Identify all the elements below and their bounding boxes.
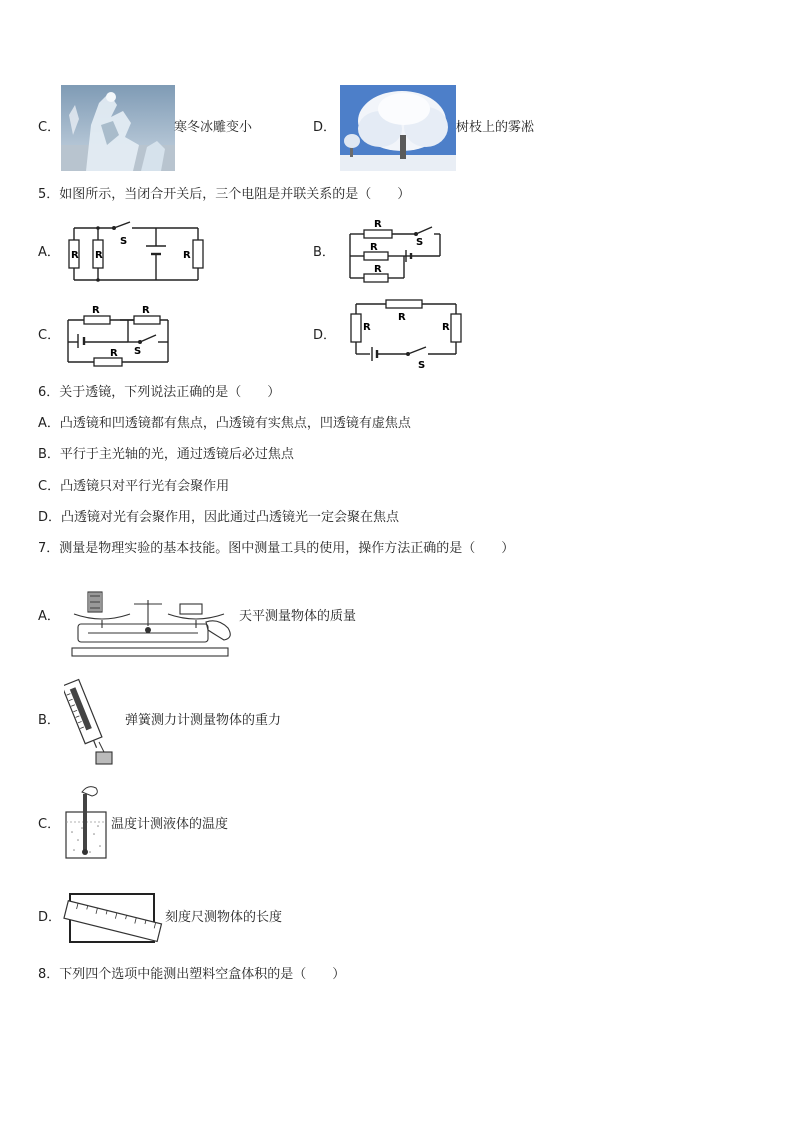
circuit-d-switch-label: S [418,360,426,370]
circuit-b-resistor-2: R [370,242,378,253]
q8-stem: 8．下列四个选项中能测出塑料空盒体积的是（ ） [38,967,346,982]
circuit-d-resistor-3: R [442,322,450,333]
circuit-a-resistor-1: R [71,250,79,261]
q7-option-c-text: 温度计测液体的温度 [111,817,229,832]
circuit-d-resistor-1: R [398,312,406,323]
balance-scale-illustration [68,578,234,660]
circuit-c-resistor-1: R [92,305,100,316]
q5-option-a-label: A． [38,245,60,260]
q7-option-c-label: C． [38,817,61,832]
q5-stem: 5．如图所示，当闭合开关后，三个电阻是并联关系的是（ ） [38,187,411,202]
q4-option-c-text: 寒冬冰雕变小 [174,120,253,135]
circuit-c-resistor-2: R [142,305,150,316]
circuit-c-resistor-3: R [110,348,118,359]
spring-scale-illustration [64,674,120,768]
circuit-b-resistor-3: R [374,264,382,275]
q7-option-b-label: B． [38,713,60,728]
circuit-a-resistor-2: R [95,250,103,261]
q7-option-b-text: 弹簧测力计测量物体的重力 [125,713,282,728]
q4-option-c-label: C． [38,120,61,135]
rime-tree-photo [340,85,456,171]
circuit-a-switch-label: S [120,236,128,247]
circuit-diagram-d [346,296,466,370]
q5-option-c-label: C． [38,328,61,343]
circuit-c-switch-label: S [134,346,142,357]
q7-option-a-text: 天平测量物体的质量 [239,609,357,624]
circuit-diagram-a [64,218,210,286]
circuit-a-resistor-3: R [183,250,191,261]
circuit-d-resistor-2: R [363,322,371,333]
q4-option-d-label: D． [313,120,337,135]
circuit-diagram-b [344,216,444,290]
q6-option-d: D．凸透镜对光有会聚作用，因此通过凸透镜光一定会聚在焦点 [38,510,400,525]
q6-option-b: B．平行于主光轴的光，通过透镜后必过焦点 [38,447,294,462]
q6-option-a: A．凸透镜和凹透镜都有焦点，凸透镜有实焦点，凹透镜有虚焦点 [38,416,411,431]
circuit-diagram-c [64,302,174,372]
thermometer-illustration [62,782,112,862]
q7-option-a-label: A． [38,609,60,624]
circuit-b-resistor-1: R [374,219,382,230]
q7-stem: 7．测量是物理实验的基本技能。图中测量工具的使用，操作方法正确的是（ ） [38,541,515,556]
q4-option-d-text: 树枝上的雾凇 [456,120,535,135]
q6-stem: 6．关于透镜，下列说法正确的是（ ） [38,385,281,400]
circuit-b-switch-label: S [416,237,424,248]
q5-option-b-label: B． [313,245,335,260]
ice-sculpture-photo [61,85,175,171]
q5-option-d-label: D． [313,328,337,343]
q7-option-d-label: D． [38,910,62,925]
ruler-measuring-illustration [60,890,164,952]
q7-option-d-text: 刻度尺测物体的长度 [165,910,283,925]
q6-option-c: C．凸透镜只对平行光有会聚作用 [38,479,230,494]
